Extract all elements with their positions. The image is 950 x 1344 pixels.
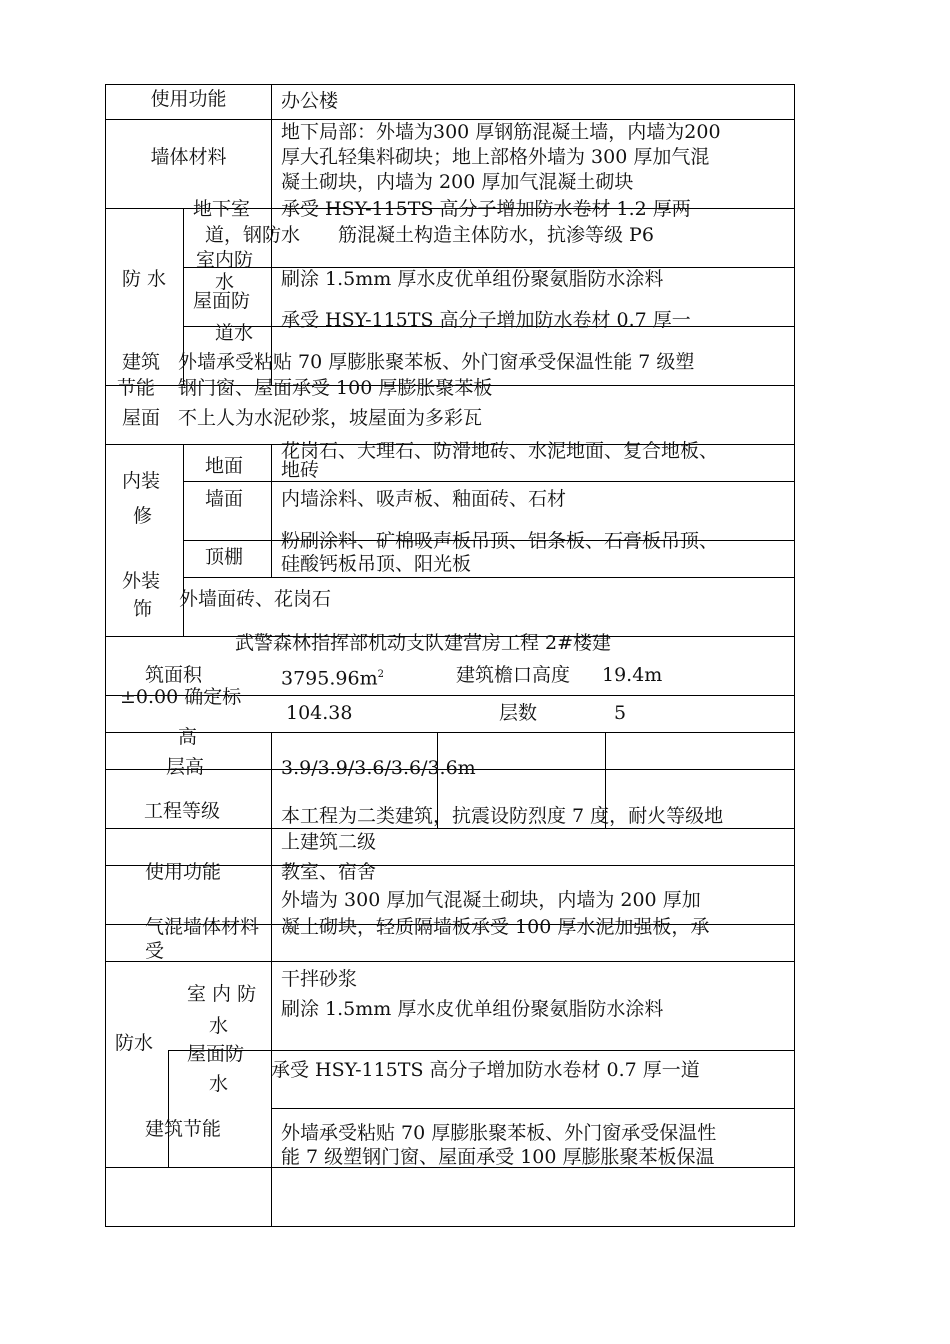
project-title: 武警森林指挥部机动支队建营房工程 2#楼建 bbox=[235, 632, 612, 654]
table-rule bbox=[105, 1226, 795, 1227]
table-rule bbox=[105, 84, 795, 85]
basement-label-line: 道，钢防水 bbox=[205, 224, 301, 246]
floor-height-label: 层高 bbox=[166, 756, 205, 778]
floor-label: 地面 bbox=[205, 455, 244, 477]
eave-height-value: 19.4m bbox=[602, 664, 663, 686]
basement-label-line: 水 bbox=[215, 271, 235, 293]
ceiling-label: 顶棚 bbox=[205, 546, 244, 568]
table-rule bbox=[183, 577, 795, 578]
floor-height-value: 3.9/3.9/3.6/3.6/3.6m bbox=[281, 757, 476, 779]
floors-value: 5 bbox=[614, 702, 627, 724]
exterior-value: 外墙面砖、花岗石 bbox=[179, 588, 332, 610]
eave-height-label: 建筑檐口高度 bbox=[456, 664, 571, 686]
wall-material-line: 厚大孔轻集料砌块；地上部格外墙为 300 厚加气混 bbox=[281, 146, 710, 168]
interior-label-line: 修 bbox=[133, 505, 153, 527]
use-function-value: 办公楼 bbox=[281, 90, 339, 112]
energy-2-label: 建筑节能 bbox=[145, 1118, 222, 1140]
table-rule bbox=[105, 119, 795, 120]
energy-value-line: 外墙承受粘贴 70 厚膨胀聚苯板、外门窗承受保温性能 7 级塑 bbox=[178, 351, 695, 373]
elevation-value: 104.38 bbox=[286, 702, 353, 724]
floor-value-line: 花岗石、大理石、防滑地砖、水泥地面、复合地板、 bbox=[281, 440, 719, 462]
elevation-label-line: ±0.00 确定标 bbox=[120, 686, 242, 708]
use-function-2-value: 教室、宿舍 bbox=[281, 861, 377, 883]
area-unit-superscript: 2 bbox=[377, 669, 384, 680]
indoor-waterproof-2-value: 刷涂 1.5mm 厚水皮优单组份聚氨脂防水涂料 bbox=[281, 998, 664, 1020]
energy-2-value-line: 能 7 级塑钢门窗、屋面承受 100 厚膨胀聚苯板保温 bbox=[281, 1146, 715, 1168]
wall-material-2-label: 墙体材料 bbox=[183, 916, 260, 938]
table-rule bbox=[105, 961, 795, 962]
table-rule bbox=[271, 732, 272, 1227]
wall-material-line: 地下局部：外墙为300 厚钢筋混凝土墙，内墙为200 bbox=[281, 121, 721, 143]
roof-waterproof-2-label-line: 屋面防 bbox=[187, 1043, 245, 1065]
basement-label-line: 地下室 bbox=[193, 198, 251, 220]
basement-label-line: 室内防 bbox=[196, 249, 254, 271]
indoor-waterproof-2-label-line: 水 bbox=[209, 1015, 229, 1037]
table-rule bbox=[183, 481, 795, 482]
wall-value: 内墙涂料、吸声板、釉面砖、石材 bbox=[281, 488, 567, 510]
energy-2-value-line: 外墙承受粘贴 70 厚膨胀聚苯板、外门窗承受保温性 bbox=[281, 1122, 717, 1144]
table-rule bbox=[168, 1050, 169, 1167]
floors-label: 层数 bbox=[499, 702, 538, 724]
indoor-waterproof-value: 刷涂 1.5mm 厚水皮优单组份聚氨脂防水涂料 bbox=[281, 268, 664, 290]
use-function-2-label: 使用功能 bbox=[145, 861, 222, 883]
table-rule bbox=[105, 84, 106, 1227]
waterproof-label: 防 水 bbox=[122, 268, 167, 290]
roof-waterproof-label-line: 道水 bbox=[215, 322, 254, 344]
waterproof-2-label: 防水 bbox=[115, 1032, 154, 1054]
energy-label-line: 节能 bbox=[117, 377, 156, 399]
roof-waterproof-value: 承受 HSY-115TS 高分子增加防水卷材 0.7 厚一 bbox=[281, 309, 691, 331]
table-rule bbox=[105, 732, 795, 733]
area-label: 筑面积 bbox=[145, 664, 203, 686]
roof-value: 不上人为水泥砂浆，坡屋面为多彩瓦 bbox=[178, 407, 483, 429]
wall-material-2-prefix: 气混 bbox=[145, 916, 184, 938]
roof-waterproof-2-value: 承受 HSY-115TS 高分子增加防水卷材 0.7 厚一道 bbox=[271, 1059, 700, 1081]
use-function-label: 使用功能 bbox=[150, 88, 227, 110]
exterior-label-line: 饰 bbox=[133, 598, 153, 620]
roof-label: 屋面 bbox=[122, 407, 161, 429]
basement-waterproof-value: 筋混凝土构造主体防水，抗渗等级 P6 bbox=[338, 224, 654, 246]
floor-value-line: 地砖 bbox=[281, 459, 320, 481]
table-rule bbox=[105, 828, 795, 829]
ceiling-value-line: 硅酸钙板吊顶、阳光板 bbox=[281, 553, 472, 575]
roof-waterproof-2-label-line: 水 bbox=[209, 1073, 229, 1095]
interior-label-line: 内装 bbox=[122, 470, 161, 492]
energy-value-line: 钢门窗、屋面承受 100 厚膨胀聚苯板 bbox=[178, 377, 493, 399]
indoor-waterproof-2-label-line: 室 内 防 bbox=[187, 983, 257, 1005]
table-rule bbox=[168, 1050, 795, 1051]
indoor-waterproof-2-value: 干拌砂浆 bbox=[281, 968, 358, 990]
grade-label: 工程等级 bbox=[144, 800, 221, 822]
wall-material-label: 墙体材料 bbox=[150, 146, 227, 168]
wall-material-2-tail: 受 bbox=[145, 940, 165, 962]
wall-material-2-line: 外墙为 300 厚加气混凝土砌块，内墙为 200 厚加 bbox=[281, 889, 701, 911]
ceiling-value-line: 粉刷涂料、矿棉吸声板吊顶、铝条板、石膏板吊顶、 bbox=[281, 530, 719, 552]
wall-material-2-line: 凝土砌块，轻质隔墙板承受 100 厚水泥加强板，承 bbox=[281, 916, 710, 938]
grade-value-line: 上建筑二级 bbox=[281, 831, 377, 853]
roof-waterproof-label-line: 屋面防 bbox=[193, 290, 251, 312]
table-rule bbox=[794, 84, 795, 1227]
exterior-label-line: 外装 bbox=[122, 570, 161, 592]
energy-label-line: 建筑 bbox=[122, 351, 161, 373]
grade-value-line: 本工程为二类建筑，抗震设防烈度 7 度，耐火等级地 bbox=[281, 805, 724, 827]
wall-label: 墙面 bbox=[205, 488, 244, 510]
table-rule bbox=[271, 444, 272, 578]
elevation-label-line: 高 bbox=[178, 726, 198, 748]
table-rule bbox=[272, 1108, 795, 1109]
area-value: $3795.96m^2$ bbox=[281, 667, 384, 690]
basement-waterproof-value: 承受 HSY-115TS 高分子增加防水卷材 1.2 厚两 bbox=[281, 198, 691, 220]
wall-material-line: 凝土砌块，内墙为 200 厚加气混凝土砌块 bbox=[281, 171, 634, 193]
